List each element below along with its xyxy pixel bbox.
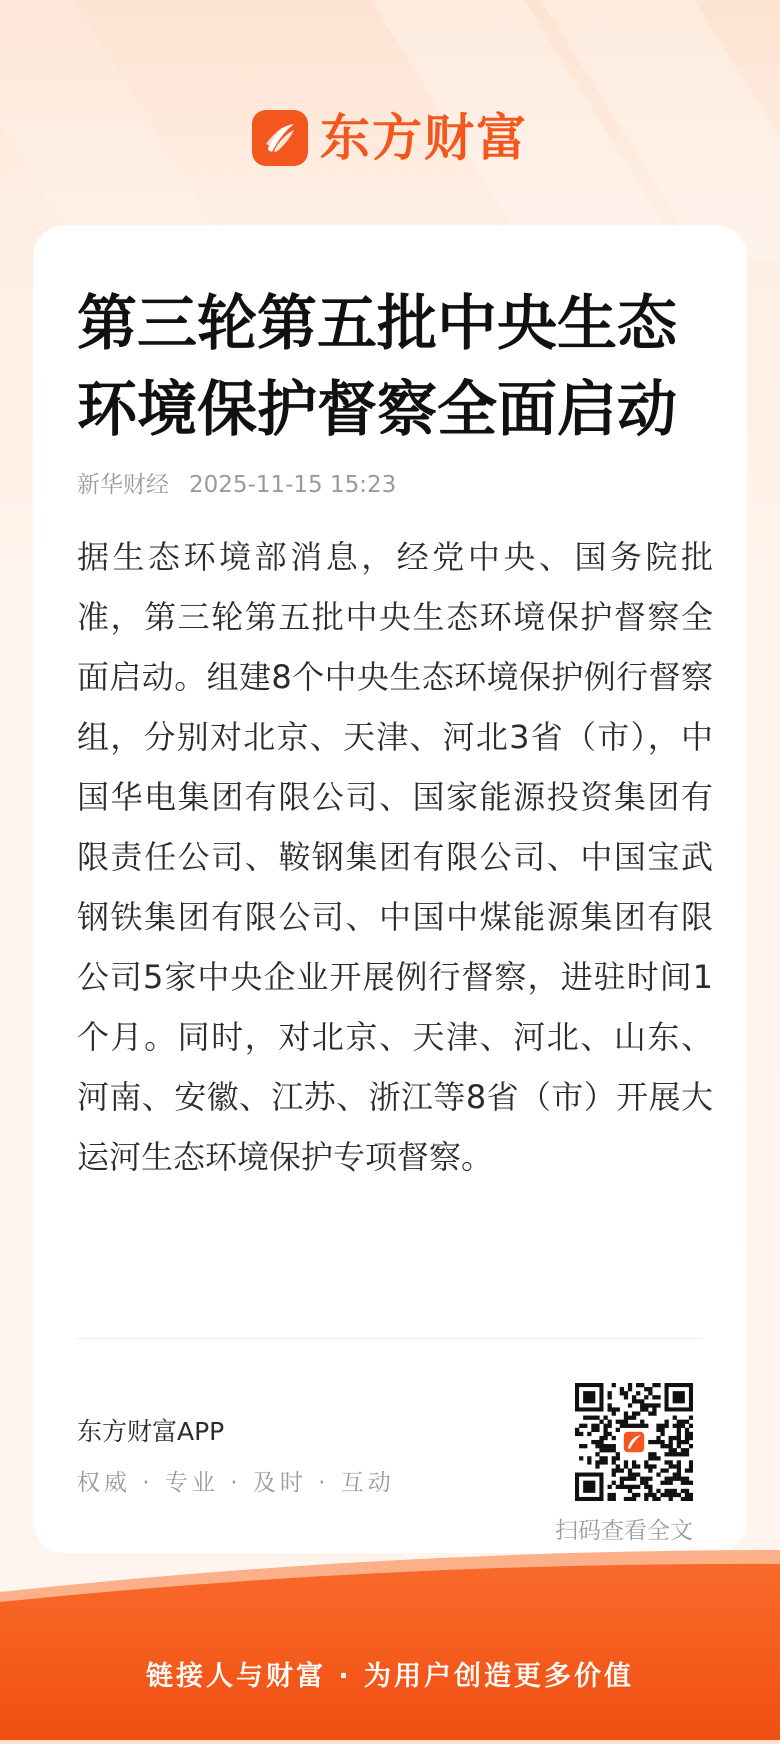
- article-title: 第三轮第五批中央生态环境保护督察全面启动: [77, 289, 677, 445]
- qr-caption: 扫码查看全文: [555, 1518, 693, 1544]
- footer-divider: [77, 1338, 703, 1339]
- bottom-banner: [0, 1540, 780, 1740]
- brand-logo-icon: [252, 110, 308, 166]
- footer-slogan: 权威 · 专业 · 及时 · 互动: [77, 1470, 395, 1496]
- footer-app-name: 东方财富APP: [77, 1417, 225, 1446]
- article-time: 2025-11-15 15:23: [189, 472, 397, 498]
- article-body: 据生态环境部消息，经党中央、国务院批准，第三轮第五批中央生态环境保护督察全面启动。组建8个中央生态环境保护例行督察组，分别对北京、天津、河北3省（市），中国华电集团有限公司、国家能源投资集团有限责任公司、鞍钢集团有限公司、中国宝武钢铁集团有限公司、中国中煤能源集团有限公司5家中央企业开展例行督察，进驻时间1个月。同时，对北京、天津、河北、山东、河南、安徽、江苏、浙江等8省（市）开展大运河生态环境保护专项督察。: [77, 538, 713, 1176]
- brand-name: 东方财富: [320, 109, 528, 167]
- brand-header: [0, 106, 780, 170]
- article-source: 新华财经: [77, 472, 169, 498]
- article-card: [33, 225, 747, 1553]
- article-meta: [77, 469, 396, 501]
- qr-code-icon[interactable]: [575, 1383, 693, 1501]
- bottom-tagline: 链接人与财富 · 为用户创造更多价值: [145, 1661, 635, 1692]
